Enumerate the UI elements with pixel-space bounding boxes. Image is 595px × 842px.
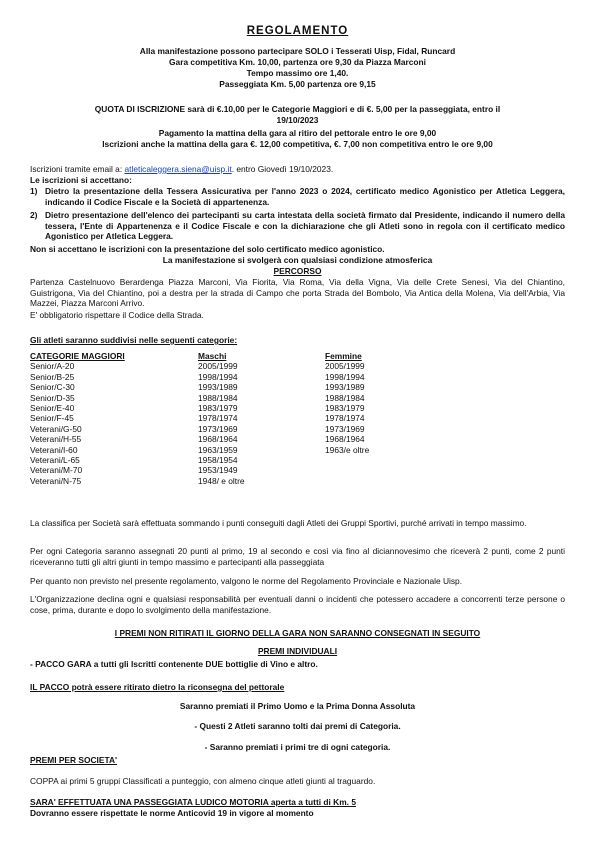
maschi-cell: 1973/1969 — [198, 423, 238, 434]
table-row — [30, 465, 570, 475]
category-cell: Veterani/L-65 — [30, 454, 80, 465]
percorso-text: Partenza Castelnuovo Berardenga Piazza Marconi, Via Fiorita, Via Roma, Via della Vigna, Via delle Crete Senesi, Via del Chiantino, Guistrigona, Via del Chiantino, poi a destra per la strada di Campo che porta Strada del Bombolo, Via Antica della Molena, Via dell'Arbia, Via Mazzei, Piazza Marconi Arrivo. — [30, 277, 565, 309]
intro-line: Alla manifestazione possono partecipare SOLO i Tesserati Uisp, Fidal, Runcard — [139, 46, 456, 56]
category-cell: Senior/F-45 — [30, 413, 74, 424]
classifica-text: La classifica per Società sarà effettuata sommando i punti conseguiti dagli Atleti dei Gruppi Sportivi, purché arrivati in tempo massimo. — [30, 518, 527, 528]
percorso-note: E' obbligatorio rispettare il Codice della Strada. — [30, 310, 204, 320]
table-row — [30, 445, 570, 455]
femmine-cell: 1978/1974 — [325, 413, 365, 424]
quota-line — [0, 104, 595, 115]
pacco-ritiro-line: IL PACCO potrà essere ritirato dietro la riconsegna del pettorale — [30, 682, 285, 692]
responsabilita-text: L'Organizzazione declina ogni e qualsiasi responsabilità per eventuali danni o incidenti che potessero accadere a concorrenti terze persone o cose, prima, durante e dopo lo svolgimento della manifestazione. — [30, 594, 565, 615]
col-header-categoria: CATEGORIE MAGGIORI — [30, 351, 125, 361]
category-cell: Veterani/N-75 — [30, 475, 82, 486]
table-row — [30, 382, 570, 392]
table-body — [30, 361, 570, 486]
categories-table — [30, 351, 570, 486]
femmine-cell: 1993/1989 — [325, 382, 365, 393]
email-link[interactable]: atleticaleggera.siena@uisp.it — [124, 164, 232, 174]
categorie-intro: Gli atleti saranno suddivisi nelle seguenti categorie: — [30, 335, 238, 345]
table-row — [30, 413, 570, 423]
list-text: Dietro la presentazione della Tessera Assicurativa per l'anno 2023 o 2024, certificato medico Agonistico per Atletica Leggera, indicando il Codice Fiscale e la Società di appartenenza. — [45, 186, 565, 207]
category-cell: Veterani/G-50 — [30, 423, 82, 434]
premi-societa-title: PREMI PER SOCIETA' — [30, 755, 117, 765]
norme-text: Per quanto non previsto nel presente regolamento, valgono le norme del Regolamento Provinciale e Nazionale Uisp. — [30, 576, 463, 586]
percorso-title: PERCORSO — [273, 266, 322, 276]
table-header — [30, 351, 570, 361]
list-number: 1) — [30, 186, 38, 196]
tolti-line: - Questi 2 Atleti saranno tolti dai premi di Categoria. — [194, 721, 401, 731]
maschi-cell: 1993/1989 — [198, 382, 238, 393]
femmine-cell: 1973/1969 — [325, 423, 365, 434]
category-cell: Veterani/H-55 — [30, 434, 82, 445]
maschi-cell: 1978/1974 — [198, 413, 238, 424]
accept-title: Le iscrizioni si accettano: — [30, 175, 132, 185]
list-text: Dietro presentazione dell'elenco dei partecipanti su carta intestata della società firmato dal Presidente, indicando il numero della tessera, l'Ente di Appartenenza e il Codice Fiscale e con la dichiarazione che gli Atleti sono in regola con il certificato medico Agonistico per Atletica Leggera. — [45, 210, 565, 242]
femmine-cell: 1963/e oltre — [325, 444, 370, 455]
femmine-cell — [325, 476, 525, 486]
pagamento-line: Pagamento la mattina della gara al ritiro del pettorale entro le ore 9,00 — [158, 128, 437, 138]
intro-line: Gara competitiva Km. 10,00, partenza ore 9,30 da Piazza Marconi — [169, 57, 426, 67]
table-row — [30, 393, 570, 403]
assoluti-line: Saranno premiati il Primo Uomo e la Prima Donna Assoluta — [179, 701, 416, 711]
maschi-cell: 1948/ e oltre — [198, 475, 245, 486]
category-cell: Senior/D-35 — [30, 392, 75, 403]
category-cell: Senior/A-20 — [30, 361, 75, 372]
table-row — [30, 455, 570, 465]
table-row — [30, 403, 570, 413]
category-cell: Senior/C-30 — [30, 382, 75, 393]
not-accepted-line: Non si accettano le iscrizioni con la presentazione del solo certificato medico agonistico. — [30, 244, 385, 254]
email-suffix: . entro Giovedì 19/10/2023. — [231, 164, 334, 174]
coppa-line: COPPA ai primi 5 gruppi Classificati a punteggio, con almeno cinque atleti giunti al traguardo. — [30, 776, 376, 786]
page-title: REGOLAMENTO — [246, 25, 349, 37]
table-row — [30, 372, 570, 382]
table-row — [30, 434, 570, 444]
premi-individuali-title: PREMI INDIVIDUALI — [257, 646, 338, 656]
maschi-cell: 1958/1954 — [198, 454, 238, 465]
quota-date: 19/10/2023 — [276, 115, 319, 125]
quota-label: QUOTA DI ISCRIZIONE — [94, 104, 186, 114]
category-cell: Veterani/I-60 — [30, 444, 78, 455]
femmine-cell — [325, 465, 525, 475]
femmine-cell: 1983/1979 — [325, 402, 365, 413]
category-cell: Senior/E-40 — [30, 402, 75, 413]
anticovid-line: Dovranno essere rispettate le norme Anticovid 19 in vigore al momento — [30, 808, 314, 818]
primi-tre-line: - Saranno premiati i primi tre di ogni categoria. — [204, 742, 391, 752]
pacco-gara-line: - PACCO GARA a tutti gli Iscritti contenente DUE bottiglie di Vino e altro. — [30, 659, 318, 669]
intro-line: Passeggiata Km. 5,00 partenza ore 9,15 — [219, 79, 376, 89]
maschi-cell: 2005/1999 — [198, 361, 238, 372]
email-line — [30, 164, 565, 175]
table-row — [30, 476, 570, 486]
iscrizioni-gara-line: Iscrizioni anche la mattina della gara €. 12,00 competitiva, €. 7,00 non competitiva entro le ore 9,00 — [102, 139, 493, 149]
maschi-cell: 1983/1979 — [198, 402, 238, 413]
col-header-maschi: Maschi — [198, 351, 227, 361]
table-row — [30, 361, 570, 371]
weather-line: La manifestazione si svolgerà con qualsiasi condizione atmosferica — [162, 255, 433, 265]
col-header-femmine: Femmine — [325, 351, 362, 361]
femmine-cell: 1998/1994 — [325, 371, 365, 382]
table-row — [30, 424, 570, 434]
list-item — [30, 210, 565, 242]
maschi-cell: 1998/1994 — [198, 371, 238, 382]
maschi-cell: 1968/1964 — [198, 434, 238, 445]
list-number: 2) — [30, 210, 38, 220]
maschi-cell: 1988/1984 — [198, 392, 238, 403]
list-item — [30, 186, 565, 207]
premi-non-ritirati: I PREMI NON RITIRATI IL GIORNO DELLA GARA NON SARANNO CONSEGNATI IN SEGUITO — [114, 628, 481, 638]
femmine-cell: 1988/1984 — [325, 392, 365, 403]
email-prefix: Iscrizioni tramite email a: — [30, 164, 125, 174]
femmine-cell — [325, 455, 525, 465]
femmine-cell: 2005/1999 — [325, 361, 365, 372]
maschi-cell: 1953/1949 — [198, 465, 238, 476]
maschi-cell: 1963/1959 — [198, 444, 238, 455]
punti-text: Per ogni Categoria saranno assegnati 20 punti al primo, 19 al secondo e così via fino al diciannovesimo che riceverà 2 punti, come 2 punti riceveranno tutti gli altri giunti in tempo massimo e partecipanti alla passeggiata — [30, 546, 565, 567]
category-cell: Veterani/M-70 — [30, 465, 83, 476]
category-cell: Senior/B-25 — [30, 371, 75, 382]
passeggiata-line: SARA' EFFETTUATA UNA PASSEGGIATA LUDICO MOTORIA aperta a tutti di Km. 5 — [30, 797, 356, 807]
intro-line: Tempo massimo ore 1,40. — [246, 68, 349, 78]
quota-text: sarà di €.10,00 per le Categorie Maggiori e di €. 5,00 per la passeggiata, entro il — [185, 104, 501, 114]
femmine-cell: 1968/1964 — [325, 434, 365, 445]
